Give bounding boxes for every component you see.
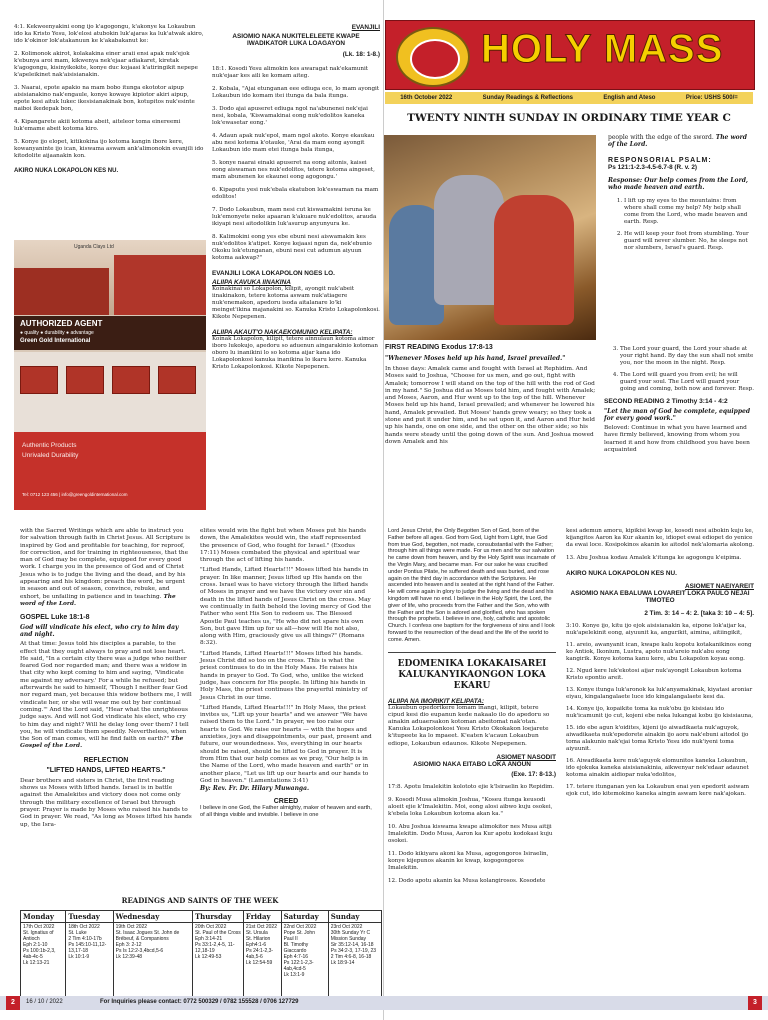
responsorial-psalm: [608, 134, 754, 257]
gospel-head: GOSPEL Luke 18:1-8: [20, 614, 90, 622]
masthead-logo: [396, 27, 470, 87]
c4-item: 12. Ngud kere luk'ekotosi aijar nuk'ayongit Lokaubun kotoma Kristo epontio areit.: [566, 668, 742, 681]
col2-closing: EVANJILI LOKA LOKAPOLON NGES LO.: [212, 270, 335, 277]
edomenika-head: EDOMENIKA LOKAKAISAREI KALUKANYIKAONGON LOKA EKARU: [397, 658, 547, 691]
col2-reflect-body2: Koinak Lokapolon, kilipit, tetere ainnulaun kotoma aimor iboro lukokujo, apedoru so aduenun aingarakinio kotoman oboro lu inanikini lo so kotoma aijar kana ido Lokapolonkosi kanuka inanikina lo ikaru kere. Kanuka Kristo Lokapolonkosi. Kikote Nepepenen.: [212, 336, 378, 370]
ad-name: Green Gold International: [20, 338, 91, 344]
c2-body4: "Lifted Hands, Lifted Hearts!!!" In Holy Mass, the priest invites us, "Lift up your hearts" and we answer "We have raised them to the Lord." In prayer, we too raise our hearts to God. We raise our hearts — with the hopes and anxieties, joys and disappointments, our past, present and future, our woundedness. Yes, everything in our hearts should be raised, should be lifted to God in prayer. It is from Him that our help comes as we pray, "Our help is in the Name of the Lord, who made heaven and earth" or in another place, "Let us lift up our hearts and our hands to God in heaven." (Lamentations 3:41): [200, 704, 372, 784]
week-title: READINGS AND SAINTS OF THE WEEK: [121, 896, 279, 905]
c4-top-item: kesi ademun amoru, kipikisi kwap ke, kosodi nesi aibokin kuju ke, kijangitos Aaron ka Kur akanin ke, idiopet ewai ediopet do yenice da ewai loce. Kosipokinos akanin ke aitodol nek'alomaria akolong.: [566, 528, 754, 548]
week-cell: 20th Oct 2022 St. Paul of the Cross Eph 3:14-21 Ps 33:1-2,4-5, 11-12,18-19 Lk 12:49-53: [192, 923, 243, 1002]
col2-item: 18:1. Kosodi Yesu alimokin kes awaragat nak'ekamunit nuk'ejaar kes aili ke komam aiteg.: [212, 66, 369, 79]
week-cell: 22nd Oct 2022 Pope St. John Paul II Bl. Timothy Giaccardo Eph 4:7-16 Ps 122:1-2,3-4ab,4cd-5 Lk 13:1-9: [281, 923, 328, 1002]
issue-languages: English and Ateso: [603, 95, 656, 101]
footer-enquiries: For Inquiries please contact: 0772 500329 / 0782 155528 / 0706 127729: [100, 999, 299, 1005]
page-number-left: 2: [6, 996, 20, 1010]
second-reading-body: Beloved: Continue in what you have learned and have firmly believed, knowing from whom you learned it and how from childhood you have been acquainted: [604, 425, 750, 453]
c4-closing: AKIRO NUKA LOKAPOLON KES NU.: [566, 570, 677, 577]
psalm-item: 1. I lift up my eyes to the mountains: from where shall come my help? My help shall come from the Lord, who made heaven and earth. Resp.: [624, 198, 754, 226]
week-cell: 17th Oct 2022 St. Ignatius of Antioch Eph 2:1-10 Ps 100:1b-2,3, 4ab-4c-5 Lk 12:13-21: [21, 923, 66, 1002]
divider: [388, 652, 556, 653]
col2-item: 6. Kipaputu yesi nuk'ebala ekatubon lok'eswaman na mam edolitos!: [212, 187, 379, 200]
col2-ref: (Lk. 18: 1-8.): [342, 51, 380, 58]
naeyareit-ref: 2 Tim. 3: 14 – 4: 2. [taka 3: 10 – 4: 5].: [644, 610, 754, 617]
issue-subtitle: Sunday Readings & Reflections: [482, 95, 573, 101]
psalm-list: [608, 198, 754, 252]
col1-item-3: 4. Kipangarete akiii kotoma abeit, aiteleor toma einereemi luk'emame abeit kotoma kiro.: [14, 119, 181, 132]
week-day: Monday: [21, 911, 66, 923]
asiomet-item: 17:8. Apotu Imalekitin kolototo ejie k'Isiraelin ko Repidim.: [388, 783, 555, 790]
col2-item: 3. Dodo ajai apuseret ediuga ngol na'abunenei nek'ejai nesi, kobala, 'Kiswamakinai eong nuk'edolitos kaneka lok'ewasetar eong.': [212, 106, 368, 126]
psalm-word: The word of the Lord.: [608, 134, 747, 149]
readings-week-table: [20, 910, 382, 1002]
col2-item: 7. Dodo Lokaubun, mam nesi cut kiswamakini isruna ke luk'emonyete neke apaaran k'akuare nuk'edolitos, arauda ikiyapi nesi aitodolikin luk'asurup anyunyura ke.: [212, 207, 377, 227]
col2-item: 4. Adaun apak nuk'epol, mam ngol akoto. Konye ekaukau abu nesi kotema k'otauke, 'Arai da mam eong ayongit Lokaubun ido mam etei itunga bala itunga,: [212, 133, 375, 153]
creed-body2: Lord Jesus Christ, the Only Begotten Son of God, born of the Father before all ages. God from God, Light from Light, true God from true God, begotten, not made, consubstantial with the Father; through him all things were made. For us men and for our salvation he came down from heaven, and by the Holy Spirit was incarnate of the Virgin Mary, and became man. For our sake he was crucified under Pontius Pilate, he suffered death and was buried, and rose again on the third day in accordance with the Scriptures. He ascended into heaven and is seated at the right hand of the Father. He will come again in glory to judge the living and the dead and his kingdom will have no end. I believe in the Holy Spirit, the Lord, the giver of life, who proceeds from the Father and the Son, who with the Father and the Son is adored and glorified, who has spoken through the prophets. I believe in one, holy, catholic and apostolic Church. I confess one baptism for the forgiveness of sins and I look forward to the resurrection of the dead and the life of the world to come. Amen.: [388, 528, 556, 643]
col2-reflect-body1: Koinakinai so Lokapolon, kilipit, ayongit nuk'abeit iinakinakon, tetere kotoma aswam nuk'atiagere nuk'enemakon, apedoru isoda aitalanare lo'ki meinget'ikina majanakini so. Kanuka Kristo Lokapolonkosi. Kikote Nepepenen.: [212, 286, 380, 320]
lower-col2: [200, 528, 372, 819]
issue-price: Price: USHS 500/=: [685, 95, 738, 101]
reflection-body: Dear brothers and sisters in Christ, the first reading shows us Moses with lifted hands. Israel is in battle against the Amalekites and victory does not come only through the military excellence of Israel but through prayer. Prayer is made by Moses who raised his hands to God in prayer. We read, "As long as Moses lifted his hands up, the Isra-: [20, 777, 192, 828]
painting-figure: [494, 195, 574, 325]
ad-contact: Tel: 0712 123 456 | info@greengoldinternational.com: [22, 492, 128, 497]
first-reading-body: In those days: Amalek came and fought with Israel at Rephidim. And Moses said to Joshua, "Choose for us men, and go out, fight with Amalek; tomorrow I will stand on the top of the hill with the rod of God in my hand." So Joshua did as Moses told him, and fought with Amalek; and Moses, Aaron, and Hur went up to the top of the hill. Whenever Moses held up his hand, Israel prevailed; and whenever he lowered his hand, Amalek prevailed. But Moses' hands grew weary; so they took a stone and put it under him, and he sat upon it, and Aaron and Hur held up his hands, one on one side, and the other on the other side; so his hands were steady until the going down of the sun. And Joshua mowed down Amalek and his: [385, 366, 596, 445]
asiomet-ref: (Exe. 17: 8-13.): [511, 770, 556, 778]
col1-item-2: 3. Naarai, epote apakio na mam bobo itunga ekototor aipup aisisianakino nak'engaule, konye kowaye kipiotor akiri aipup, epote kesi aituk lukec ikesisianakinak bon, kotupitos nuk'esinte naiboi ikedepak bon,: [14, 85, 195, 112]
lower-col4: [566, 528, 754, 798]
asiomet-item: 11. Dodo kikiyara akoni ka Musa, agogongoros Isiraelin, konye kijepunos akanin ke kwap, kogogongoros Imalekitin.: [388, 850, 549, 871]
ad-authorized: AUTHORIZED AGENT: [20, 319, 103, 328]
c4-item: 13. Konye itunga luk'aronok ka luk'anyamakinak, kiyatasi aroniar eiyau, kingalangalaete luce ido kingalangalaete kesi da.: [566, 687, 753, 700]
c4-item: 14. Konye ijo, kopaikite toma ka nuk'obu ijo kisisiau ido nuk'icamunit ijo cut, kojeni ebe neka lukangai kobu ijo kisisiauna,: [566, 706, 754, 719]
week-body-row: [21, 923, 382, 1002]
week-day: Thursday: [192, 911, 243, 923]
c4-item: 15. ido ebe agun k'oidites, kijeni ijo aiwadikaeta nuk'aguyok, aiwadikaeta nuk'epedorete ainakin ijo aoru nak'ebuni aitodol ijo toma alakunio nak'ejai toma Kristo Yesu ido nuk'iyeni toma aiyuunit.: [566, 725, 749, 752]
psalm-item: 2. He will keep your foot from stumbling. Your guard will never slumber. No, he sleeps not nor slumbers, Israel's guard. Resp.: [624, 231, 754, 252]
masthead-title: HOLY MASS: [481, 27, 724, 71]
col1-item-0: 4:1. Kekweenyakini eong ijo k'agogongu, k'akonye ka Lokaubun ido ka Kristo Yesu, lok'elosi atubokin luk'ajaras ka luk'atwak akiro, ido k'okinor lok'atakanuun ke k'akabakanut ke:: [14, 24, 204, 44]
week-cell: 23rd Oct 2022 30th Sunday Yr C Mission Sunday Sir 35:12-14, 16-18 Ps 34:2-3, 17-19, 23 2 Tim 4:6-8, 16-18 Lk 18:9-14: [328, 923, 381, 1002]
ad-roof-tiles-right: [114, 255, 206, 315]
week-cell: 19th Oct 2022 St. Isaac Jogues St. John de Brébeuf, & Companions Eph 3: 2-12 Ps Is 12:2-3,4bcd,5-6 Lk 12:39-48: [113, 923, 192, 1002]
second-reading-col: [604, 346, 754, 454]
second-reading-head: SECOND READING 2 Timothy 3:14 - 4:2: [604, 398, 728, 405]
c2-body2: "Lifted Hands, Lifted Hearts!!!" Moses lifted his hands in prayer. In like manner, Jesus lifted up His hands on the cross. Israel was to have victory through the lifted hands of Moses in prayer and we have the victory over sin and death in the lifted hands of Jesus Christ on the cross. May we continually in faith behold the loving mercy of God the Father who sent His Son to redeem us. The Blessed Apostle Paul teaches us, "He who did not spare his own Son, but gave Him up for us all—how will He not also, along with Him, graciously give us all things?" (Romans 8:32).: [200, 567, 372, 647]
aliipa-body: Lokaubun opedorikere lomam inangi, kilipit, tetere cipud kesi dio eupanun kede nakaalo ilo do apedoru so ainakin aduaersakon kotoman abeitomat nak'otan. Kanuka Lokapolonkosi Yesu Kristo Okokakon loejarete k'itupeete ka lo mpaeet. K'eaten k'acaun Lokaubun ediope, Lokaubun edaunos. Kikote Nepepenen.: [388, 704, 550, 747]
info-bar: [385, 92, 753, 104]
c2-author: By: Rev. Fr. Dr. Hilary Muwanga.: [200, 785, 310, 793]
col1-closing: AKIRO NUKA LOKAPOLON KES NU.: [14, 168, 119, 174]
week-day: Wednesday: [113, 911, 192, 923]
masthead-banner: [385, 20, 755, 90]
ad-tile: [158, 366, 196, 394]
first-reading: [385, 344, 597, 446]
masthead-logo-inner: [410, 39, 460, 79]
week-day: Saturday: [281, 911, 328, 923]
col2-item: 8. Kalimokini eong yes ebe ebuni nesi aiswamakin kes nuk'edolitos k'atipet. Konye kejaasi ngun da, nek'ebunio Okoku lok'etunganan, ebuni nesi cut adumun aiyuun kotoma aakwap?": [212, 234, 372, 261]
footer: [0, 996, 768, 1010]
response-text: Our help comes from the Lord, who made heaven and earth.: [608, 176, 749, 192]
lower-col1: [20, 528, 192, 829]
gospel-quote: God will vindicate his elect, who cry to him day and night.: [20, 624, 179, 639]
c4-item: 3:10. Konye ijo, kitu ijo ejok aisisianakin ka, eipone lok'aijar ka, nuk'apelekinit eong, aiyuunit ka, angurikit, aimina, aitiingikit,: [566, 623, 747, 636]
ad-product-tiles: [14, 352, 206, 432]
lower-c1-word: The word of the Lord.: [20, 593, 176, 607]
psalm-intro: people with the edge of the sword.: [608, 134, 714, 141]
psalm-item: 4. The Lord will guard you from evil; he will guard your soul. The Lord will guard your going and coming, both now and forever. Resp.: [620, 372, 754, 393]
creed-body1: I believe in one God, the Father almighty, maker of heaven and earth, of all things visible and invisible. I believe in one: [200, 805, 372, 818]
col1-item-4: 5. Konye ijo elopet, kitikokina ijo kotoma kangin ibore kere, kowanyaninte ijo ican, kiswama aswam ank'alimonokin evanjili ido kitodolite aijaanakin kon.: [14, 139, 204, 159]
first-reading-head: FIRST READING Exodus 17:8-13: [385, 344, 493, 351]
psalm-ref: Ps 121:1-2.3-4.5-6.7-8 (R. v. 2): [608, 163, 698, 171]
c4-item: 11. areio, awanyanit ican, kwape kalu kopotu kotakanikinos eong ko Antiok, Ikonium, Lustra, apoto nuk'areio nuk'abu eong kangirik. Konye kotoma kanu kere, abu Lokapolon koyau eong.: [566, 642, 752, 662]
aliipa-head: ALIIPA NA IMORIKIT KELIPATA:: [388, 697, 484, 705]
ad-bar: [14, 316, 206, 350]
col2-heading-b: ASIOMIO NAKA NUKITELELEETE KWAPE IWADIKATOR LUKA LOAGAYON: [232, 33, 360, 47]
gospel-body: At that time: Jesus told his disciples a parable, to the effect that they ought always to pray and not lose heart. He said, "In a certain city there was a judge who neither feared God nor regarded man; and there was a widow in that city who kept coming to him and saying, 'Vindicate me against my adversary.' For a while he refused; but afterwards he said to himself, 'Though I neither fear God nor regard man, yet because this widow bothers me, I will vindicate her, or she will wear me out by her continual coming.'" And the Lord said, "Hear what the unrighteous judge says. And will not God vindicate his elect, who cry to him day and night? Will he delay long over them? I tell you, he will vindicate them speedily. Nevertheless, when the Son of man comes, will he find faith on earth?": [20, 641, 192, 743]
week-cell: 21st Oct 2022 St. Ursula St. Hilarion Eph4:1-6 Ps 24:1-2,3-4ab,5-6 Lk 12:54-59: [243, 923, 281, 1002]
col1-ateso-reading: [14, 24, 206, 174]
col2-reflect-head1: ALIIPA KAVUKA IINAKINA: [212, 279, 291, 286]
c4-top-item: 13. Abu Joshua kodau Amalek k'itunga ke agogongu k'eipima.: [566, 555, 742, 561]
week-day: Sunday: [328, 911, 381, 923]
gospel-word: The Gospel of the Lord.: [20, 736, 184, 750]
ad-line1: Authentic Products: [22, 442, 77, 449]
naeyareit-head: ASIOMET NAEIYAREIT: [684, 583, 754, 590]
col2-ateso-gospel: [212, 24, 380, 371]
asiomet-item: 12. Dodo apotu akanin ka Musa kolangirosos. Kosodete: [388, 877, 546, 884]
first-reading-quote: "Whenever Moses held up his hand, Israel prevailed.": [385, 355, 566, 362]
reflection-title: "LIFTED HANDS, LIFTED HEARTS.": [46, 766, 166, 774]
psalm-list-cont: [604, 346, 754, 393]
week-day: Friday: [243, 911, 281, 923]
ad-company: Uganda Clays Ltd: [74, 244, 114, 250]
reflection-head: REFLECTION: [83, 756, 129, 764]
col2-heading-a: EVANJILI: [351, 24, 380, 31]
c4-item: 16. Aiwadikaeta kere nuk'aguyok elomunitos kaneka Lokaubun, ido ejokuka kaneka aisisianakinia, aikwenyar nek'edaar adaunet kotoma ainakin aidiopar nuka'edolitos,: [566, 758, 749, 778]
psalm-head: RESPONSORIAL PSALM:: [608, 156, 712, 164]
c4-item: 17. tetere itunganan yen ka Lokaubun enai yen epedorit asiwam ejok cut, ido kitemokino kaneka aingin aswam kere nak'ajokan.: [566, 784, 750, 797]
ad-tile: [20, 366, 58, 394]
ad-roof-tiles-left: [14, 268, 109, 315]
ad-tag: ● quality ● durability ● advantage: [20, 330, 94, 336]
week-header-row: [21, 911, 382, 923]
week-cell: 18th Oct 2022 St. Luke 2 Tim 4:10-17b Ps 145:10-11,12-13,17-18 Lk 10:1-9: [66, 923, 113, 1002]
ad-tile: [112, 366, 150, 394]
week-day: Tuesday: [66, 911, 113, 923]
col1-item-1: 2. Kolimonok akirot, kolakakina einer araii ensi apak nuk'ejok k'ebunya aroi mam, kikwenya nek'ejaar adiakaret, kiretak k'agogongu, kisinyikokite, konye duc kojaasi k'atiringikit nepepe k'apeleikinet nak'aisisianakin.: [14, 51, 198, 78]
page-number-right: 3: [748, 996, 762, 1010]
c2-body1: elites would win the fight but when Moses put his hands down, the Amalekites would win, the staff represented the presence of God, who fought for Israel." (Exodus 17:11) Moses combated the physical and spiritual war through the act of lifting his hands.: [200, 528, 367, 564]
c2-body3: "Lifted Hands, Lifted Hearts!!!" Moses lifted his hands. Jesus Christ did so too on the cross. This is what the priest continues to do in the Holy Mass. He raises his hands in prayer to God. To God, who, unlike the wicked judge, has concern for His people. In lifting his hands in Holy Mass, the priest continues the prayerful ministry of Jesus Christ in our time.: [200, 650, 368, 701]
ad-strip: [14, 432, 206, 510]
moses-painting: [384, 135, 596, 340]
footer-date: 16 / 10 / 2022: [26, 999, 63, 1005]
col2-item: 5. konye naarai einaki apuseret na eong aitonis, kaisei eong aiswaman nes nuk'edolitos, tetere kotoma aingeset, mam abunenen ke ekaunei eong agogongu.': [212, 160, 375, 180]
asiomet-item: 9. Kosodi Musa alimokin Joshua, "Koseu itunga keusodi aloeit ejie k'Imalekitin. Moi, eong alosi aibwo kuju osokei, k'ebela loka Lokaubun kotoma akan ka.": [388, 796, 553, 817]
main-title: TWENTY NINTH SUNDAY IN ORDINARY TIME YEAR C: [407, 112, 731, 124]
advertisement: [14, 240, 206, 510]
ad-line2: Unrivaled Durability: [22, 452, 79, 459]
ad-tile: [66, 366, 104, 394]
creed-head: CREED: [273, 798, 299, 806]
col2-reflect-head2: ALIIPA AKAUT'O NAKAEKOMUNIO KELIPATA:: [212, 329, 353, 336]
page-gutter: [383, 0, 384, 1020]
asiomet-item: 10. Abu Joshua kiswama kwape alimokitor nes Musa aitiji Imalekitin. Dodo Musa, Aaron ka Kur apotu kodokasi kuju osokei.: [388, 823, 553, 844]
response-label: Response:: [608, 176, 643, 184]
asiomet-head: ASIOMET NASODIT: [496, 753, 556, 761]
asiomet-title: ASIOMIO NAKA EITABO LOKA ANOUN: [413, 760, 531, 768]
lower-col3: [388, 528, 556, 885]
col2-item: 2. Kobala, "Ajai etunganan eee ediuga ece, lo mam ayongit Lokaubun ido komam itei itunga da bala itunga.: [212, 86, 380, 99]
lower-c1-body: with the Sacred Writings which are able to instruct you for salvation through faith in Christ Jesus. All Scripture is inspired by God and profitable for teaching, for reproof, for correction, and for training in righteousness, that the man of God may be complete, equipped for every good work. I charge you in the presence of God and of Christ Jesus who is to judge the living and the dead, and by his appearing and his kingdom: preach the word, be urgent in season and out of season, convince, rebuke, and exhort, be unfailing in patience and in teaching.: [20, 528, 190, 600]
second-reading-quote: "Let the man of God be complete, equipped for every good work.": [604, 408, 751, 422]
issue-date: 16th October 2022: [400, 95, 453, 101]
psalm-item: 3. The Lord your guard, the Lord your shade at your right hand. By day the sun shall not smite you, nor the moon in the night. Resp.: [620, 346, 754, 367]
naeyareit-title: ASIOMIO NAKA EBALUWA LOVAREIT LOKA PAULO NEJAI TIMOTEO: [570, 590, 750, 604]
